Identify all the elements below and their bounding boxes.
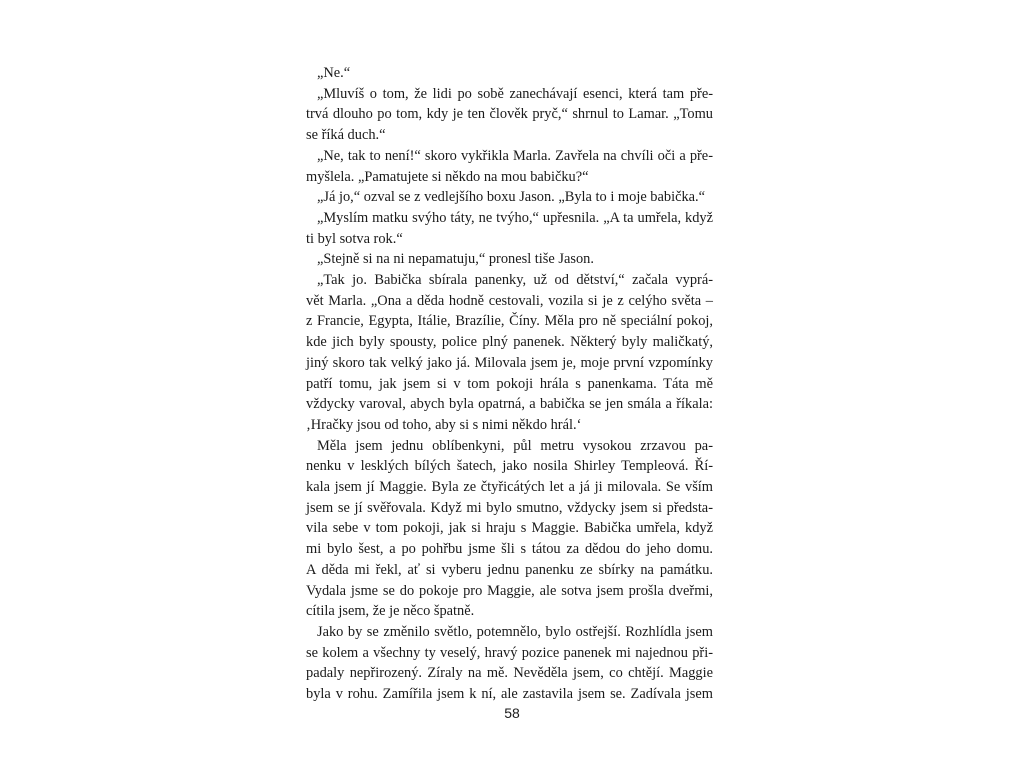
paragraph (306, 436, 713, 622)
text-line: jiný skoro tak velký jako já. Milovala jsem je, moje první vzpomínky (306, 354, 713, 371)
text-line: kala jsem jí Maggie. Byla ze čtyřicátých let a já ji milovala. Se vším (306, 479, 713, 496)
text-line: padaly nepřirozený. Zíraly na mě. Nevěděla jsem, co chtějí. Maggie (306, 665, 713, 682)
text-line: „Stejně si na ni nepamatuju,“ pronesl tiše Jason. (317, 251, 594, 268)
text-line: byla v rohu. Zamířila jsem k ní, ale zastavila jsem se. Zadívala jsem (306, 686, 713, 703)
text-line: vět Marla. „Ona a děda hodně cestovali, vozila si je z celýho světa – (306, 292, 713, 309)
text-line: vila sebe v tom pokoji, jak si hraju s Maggie. Babička umřela, když (306, 520, 713, 537)
page-number: 58 (504, 705, 520, 721)
paragraph (306, 146, 713, 187)
text-line: kde jich byly spousty, police plný panenek. Některý byly maličkatý, (306, 334, 713, 351)
text-line: „Mluvíš o tom, že lidi po sobě zanechávají esenci, která tam pře- (317, 85, 713, 102)
text-line: Vydala jsme se do pokoje pro Maggie, ale sotva jsem prošla dveřmi, (306, 582, 713, 599)
text-line: „Myslím matku svýho táty, ne tvýho,“ upřesnila. „A ta umřela, když (317, 209, 713, 226)
text-line: ‚Hračky jsou od toho, aby si s nimi někdo hrál.‘ (306, 416, 582, 433)
text-line: se kolem a všechny ty veselý, hravý pozice panenek mi najednou při- (306, 644, 713, 661)
paragraph (306, 249, 713, 270)
text-line: A děda mi řekl, ať si vyberu jednu panenku ze sbírky na památku. (306, 561, 713, 578)
text-line: nenku v lesklých bílých šatech, jako nosila Shirley Templeová. Ří- (306, 458, 713, 475)
paragraph (306, 270, 713, 436)
paragraph (306, 622, 713, 705)
text-line: myšlela. „Pamatujete si někdo na mou babičku?“ (306, 168, 589, 185)
text-line: „Ne.“ (317, 65, 351, 81)
text-line: vždycky varoval, abych byla opatrná, a babička se jen smála a říkala: (306, 396, 713, 413)
text-line: patří tomu, jak jsem si v tom pokoji hrála s panenkama. Táta mě (306, 375, 713, 392)
text-line: mi bylo šest, a po pohřbu jsme šli s tátou za dědou do jeho domu. (306, 541, 713, 558)
text-line: z Francie, Egypta, Itálie, Brazílie, Číny. Měla pro ně speciální pokoj, (306, 313, 713, 330)
text-line: cítila jsem, že je něco špatně. (306, 603, 475, 620)
paragraph (306, 208, 713, 249)
text-line: „Ne, tak to není!“ skoro vykřikla Marla. Zavřela na chvíli oči a pře- (317, 147, 713, 164)
text-line: Jako by se změnilo světlo, potemnělo, bylo ostřejší. Rozhlídla jsem (317, 623, 713, 640)
text-line: Měla jsem jednu oblíbenkyni, půl metru vysokou zrzavou pa- (317, 437, 713, 454)
text-line: „Já jo,“ ozval se z vedlejšího boxu Jason. „Byla to i moje babička.“ (317, 189, 706, 206)
text-line: „Tak jo. Babička sbírala panenky, už od dětství,“ začala vyprá- (317, 272, 713, 289)
paragraph (306, 84, 713, 146)
paragraph (306, 187, 713, 208)
paragraph (306, 63, 713, 84)
text-line: trvá dlouho po tom, kdy je ten člověk pryč,“ shrnul to Lamar. „Tomu (306, 106, 713, 123)
body-text (306, 63, 713, 705)
text-line: se říká duch.“ (306, 127, 386, 144)
text-line: jsem se jí svěřovala. Když mi bylo smutno, vždycky jsem si předsta- (306, 499, 713, 516)
text-line: ti byl sotva rok.“ (306, 230, 403, 247)
